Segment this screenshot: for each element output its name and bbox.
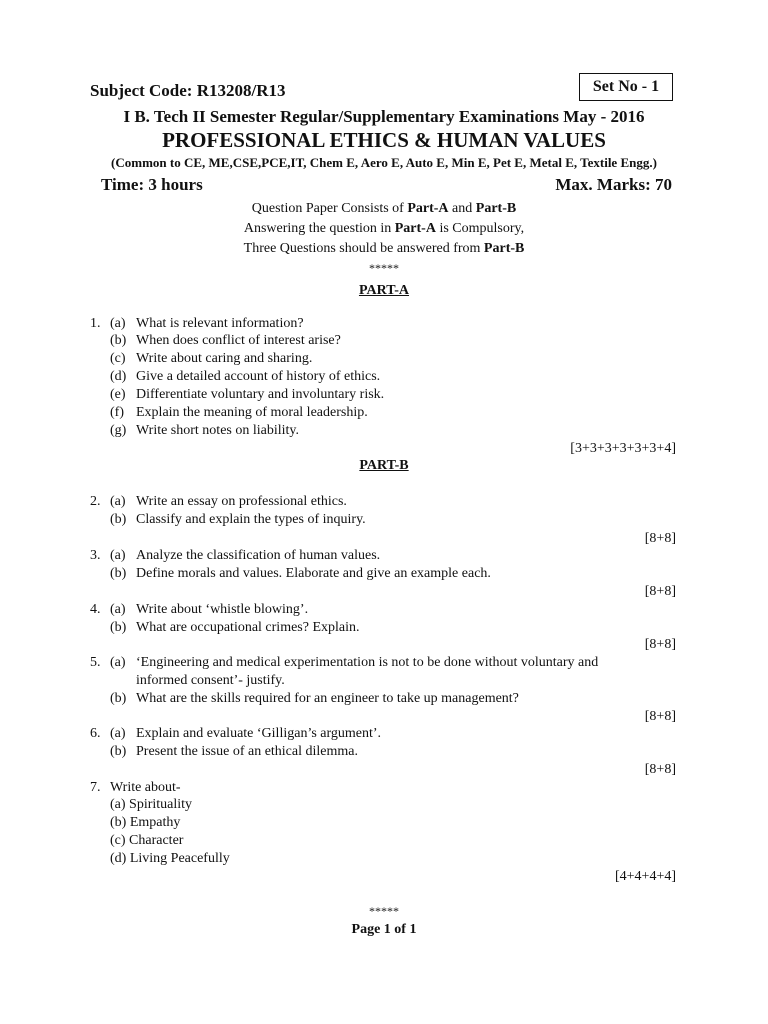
item-text: Give a detailed account of history of ethics. <box>136 369 381 384</box>
item-text: Explain and evaluate ‘Gilligan’s argument’. <box>136 726 382 741</box>
instruction-line-1 <box>0 201 768 217</box>
item-label: (b) <box>110 566 127 581</box>
list-item: (a) Spirituality <box>110 797 193 812</box>
item-label: (a) <box>110 316 126 331</box>
paper-title: PROFESSIONAL ETHICS & HUMAN VALUES <box>162 128 606 152</box>
set-number-box: Set No - 1 <box>579 73 673 101</box>
instruction-text: and <box>448 201 476 216</box>
item-label: (b) <box>110 333 127 348</box>
item-text: Explain the meaning of moral leadership. <box>136 405 368 420</box>
marks-allocation: [8+8] <box>644 762 676 777</box>
question-number: 7. <box>90 780 101 795</box>
item-text: Write about caring and sharing. <box>136 351 313 366</box>
instruction-part-b: Part-B <box>483 241 525 256</box>
list-item: (b) Empathy <box>110 815 181 830</box>
page-number: Page 1 of 1 <box>351 922 417 937</box>
item-label: (b) <box>110 512 127 527</box>
instruction-line-2 <box>0 221 768 237</box>
item-label: (d) <box>110 369 127 384</box>
question-number: 3. <box>90 548 101 563</box>
instruction-part-a: Part-A <box>394 221 436 236</box>
time-limit: Time: 3 hours <box>101 175 203 194</box>
item-text: What are the skills required for an engineer to take up management? <box>136 691 519 706</box>
item-text: What are occupational crimes? Explain. <box>136 620 360 635</box>
instruction-part-b: Part-B <box>475 201 517 216</box>
instruction-text: Answering the question in <box>243 221 395 236</box>
question-number: 5. <box>90 655 101 670</box>
question-number: 4. <box>90 602 101 617</box>
marks-allocation: [8+8] <box>644 531 676 546</box>
instruction-part-a: Part-A <box>407 201 449 216</box>
item-text: What is relevant information? <box>136 316 304 331</box>
item-label: (a) <box>110 726 126 741</box>
item-label: (b) <box>110 744 127 759</box>
list-item: (d) Living Peacefully <box>110 851 230 866</box>
item-label: (a) <box>110 602 126 617</box>
question-number: 2. <box>90 494 101 509</box>
instruction-text: Question Paper Consists of <box>251 201 408 216</box>
item-text-continued: informed consent’- justify. <box>136 673 285 688</box>
instruction-line-3 <box>0 241 768 257</box>
instruction-text: is Compulsory, <box>435 221 525 236</box>
exam-line: I B. Tech II Semester Regular/Supplementary Examinations May - 2016 <box>123 107 645 126</box>
item-text: Present the issue of an ethical dilemma. <box>136 744 358 759</box>
item-text: Classify and explain the types of inquiry. <box>136 512 366 527</box>
item-label: (a) <box>110 655 126 670</box>
item-label: (f) <box>110 405 124 420</box>
instruction-text: Three Questions should be answered from <box>243 241 484 256</box>
question-number: 1. <box>90 316 101 331</box>
marks-allocation: [3+3+3+3+3+3+4] <box>570 441 676 456</box>
item-text: When does conflict of interest arise? <box>136 333 341 348</box>
item-text: Write short notes on liability. <box>136 423 300 438</box>
list-item: (c) Character <box>110 833 184 848</box>
common-branches: (Common to CE, ME,CSE,PCE,IT, Chem E, Aero E, Auto E, Min E, Pet E, Metal E, Textile Engg.) <box>111 155 657 170</box>
item-label: (a) <box>110 548 126 563</box>
item-text: Analyze the classification of human values. <box>136 548 381 563</box>
question-number: 6. <box>90 726 101 741</box>
max-marks: Max. Marks: 70 <box>555 175 672 194</box>
item-label: (e) <box>110 387 126 402</box>
item-text: ‘Engineering and medical experimentation is not to be done without voluntary and <box>136 655 599 670</box>
item-label: (b) <box>110 691 127 706</box>
marks-allocation: [8+8] <box>644 709 676 724</box>
marks-allocation: [4+4+4+4] <box>614 869 676 884</box>
item-text: Differentiate voluntary and involuntary risk. <box>136 387 385 402</box>
item-text: Define morals and values. Elaborate and give an example each. <box>136 566 491 581</box>
item-text: Write an essay on professional ethics. <box>136 494 347 509</box>
item-label: (c) <box>110 351 126 366</box>
footer-stars: ***** <box>369 904 399 918</box>
marks-allocation: [8+8] <box>644 637 676 652</box>
part-a-heading: PART-A <box>358 283 410 298</box>
item-label: (a) <box>110 494 126 509</box>
marks-allocation: [8+8] <box>644 584 676 599</box>
item-label: (g) <box>110 423 127 438</box>
question-intro: Write about- <box>110 780 181 795</box>
item-label: (b) <box>110 620 127 635</box>
subject-code: Subject Code: R13208/R13 <box>90 81 286 100</box>
item-text: Write about ‘whistle blowing’. <box>136 602 309 617</box>
part-b-heading: PART-B <box>359 458 409 473</box>
separator-stars: ***** <box>369 261 399 275</box>
